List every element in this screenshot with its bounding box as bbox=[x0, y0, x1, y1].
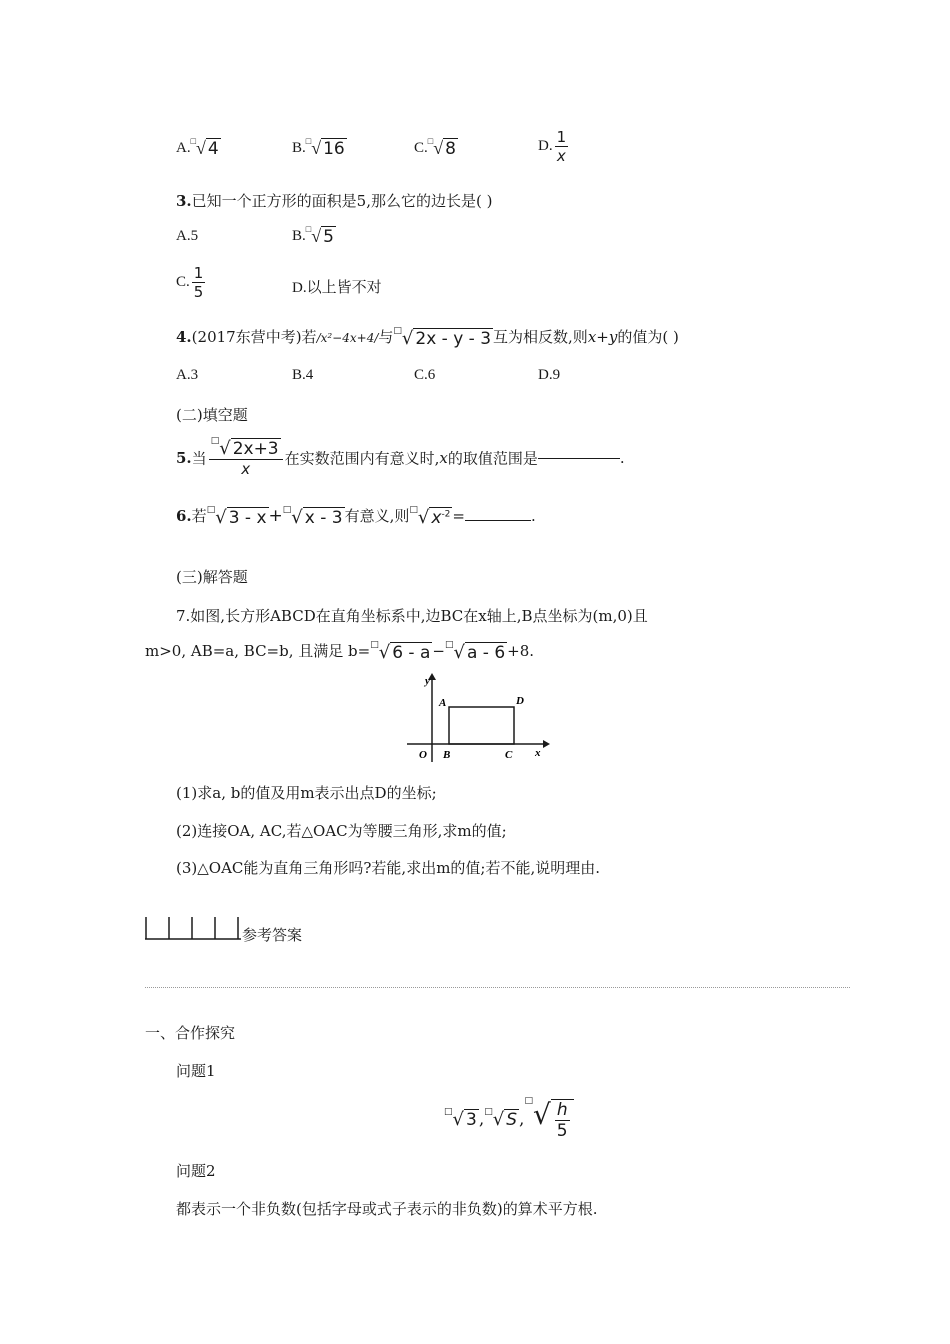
radicand: 2x - y - 3 bbox=[415, 328, 492, 349]
q7-sub3: (3)△OAC能为直角三角形吗?若能,求出m的值;若不能,说明理由. bbox=[176, 859, 601, 877]
q7-line1: 7.如图,长方形ABCD在直角坐标系中,边BC在x轴上,B点坐标为(m,0)且 bbox=[176, 607, 648, 625]
q4-option-b: B.4 bbox=[292, 367, 314, 383]
q4-option-d: D.9 bbox=[538, 367, 561, 383]
section-fill-in-heading: (二)填空题 bbox=[176, 406, 248, 424]
label-c: C bbox=[505, 749, 513, 761]
x-axis-arrow bbox=[543, 740, 550, 748]
q3-option-a: A.5 bbox=[176, 228, 199, 244]
q7-line2: m>0, AB=a, BC=b, 且满足 b=□√ 6 - a −□√ a - 6 +8. bbox=[145, 639, 535, 663]
radicand: 16 bbox=[323, 139, 345, 159]
radicand: a - 6 bbox=[466, 642, 506, 663]
radicand: S bbox=[506, 1110, 518, 1130]
q4-option-c: C.6 bbox=[414, 367, 436, 383]
q5-stem: 5.当 $\frac{^□√ 2x+3}{x}$ 在实数范围内有意义时,x的取值范围是 . bbox=[176, 436, 625, 478]
problem2-text: 都表示一个非负数(包括字母或式子表示的非负数)的算术平方根. bbox=[176, 1200, 598, 1218]
label-d: D bbox=[516, 695, 524, 707]
problem2-label: 问题2 bbox=[176, 1162, 216, 1180]
radicand: 8 bbox=[445, 139, 456, 159]
radicand: 6 - a bbox=[392, 642, 431, 663]
rectangle-coordinate-figure bbox=[405, 672, 550, 767]
q4-option-a: A.3 bbox=[176, 367, 199, 383]
q7-sub2: (2)连接OA, AC,若△OAC为等腰三角形,求m的值; bbox=[176, 822, 507, 840]
q6-stem: 6.若□√ 3 - x +□√ x - 3 有意义,则□√ $x^{-2}$ = . bbox=[176, 504, 536, 528]
radicand: 3 - x bbox=[228, 507, 267, 528]
q2-option-c: C.□√ 8 bbox=[414, 136, 456, 159]
radicand: 4 bbox=[207, 139, 219, 159]
radicand: 3 bbox=[466, 1110, 477, 1130]
q2-option-a: A.□√ 4 bbox=[176, 136, 219, 159]
problem1-expressions: □√ 3 ,□√ S ,□√ $\frac{h}{5}$ bbox=[444, 1098, 574, 1141]
answer-heading-bars-icon bbox=[145, 915, 241, 941]
q2-option-b: B.□√ 16 bbox=[292, 136, 345, 159]
q2-option-d: D. $\frac{1}{x}$ bbox=[538, 128, 567, 165]
q3-option-b: B.□√ 5 bbox=[292, 224, 334, 247]
label-y: y bbox=[425, 675, 430, 687]
rectangle-abcd bbox=[449, 707, 514, 744]
fraction-denominator: x bbox=[556, 147, 566, 165]
q4-abs-expression: /x²−4x+4/ bbox=[316, 331, 379, 345]
answer-blank[interactable] bbox=[538, 458, 620, 459]
q3-option-d: D.以上皆不对 bbox=[292, 280, 382, 296]
radicand: 2x+3 bbox=[232, 439, 279, 459]
q7-sub1: (1)求a, b的值及用m表示出点D的坐标; bbox=[176, 784, 437, 802]
q3-stem: 3.已知一个正方形的面积是5,那么它的边长是( ) bbox=[176, 192, 493, 210]
label-b: B bbox=[443, 749, 451, 761]
radicand: 5 bbox=[323, 227, 334, 247]
answer-blank[interactable] bbox=[465, 520, 531, 521]
label-x: x bbox=[535, 747, 541, 759]
q3-option-c: C. $\frac{1}{5}$ bbox=[176, 264, 204, 301]
divider bbox=[145, 987, 850, 988]
fraction-numerator: 1 bbox=[556, 128, 567, 146]
q4-stem: 4.(2017东营中考)若/x²−4x+4/与□√ 2x - y - 3 互为相反数,则x+y的值为( ) bbox=[176, 325, 679, 349]
label-a: A bbox=[439, 697, 447, 709]
label-o: O bbox=[419, 749, 427, 761]
radicand: x - 3 bbox=[304, 507, 343, 528]
section-solution-heading: (三)解答题 bbox=[176, 568, 248, 586]
answer-heading: 参考答案 bbox=[242, 926, 303, 944]
part1-heading: 一、合作探究 bbox=[145, 1024, 236, 1042]
problem1-label: 问题1 bbox=[176, 1062, 216, 1080]
